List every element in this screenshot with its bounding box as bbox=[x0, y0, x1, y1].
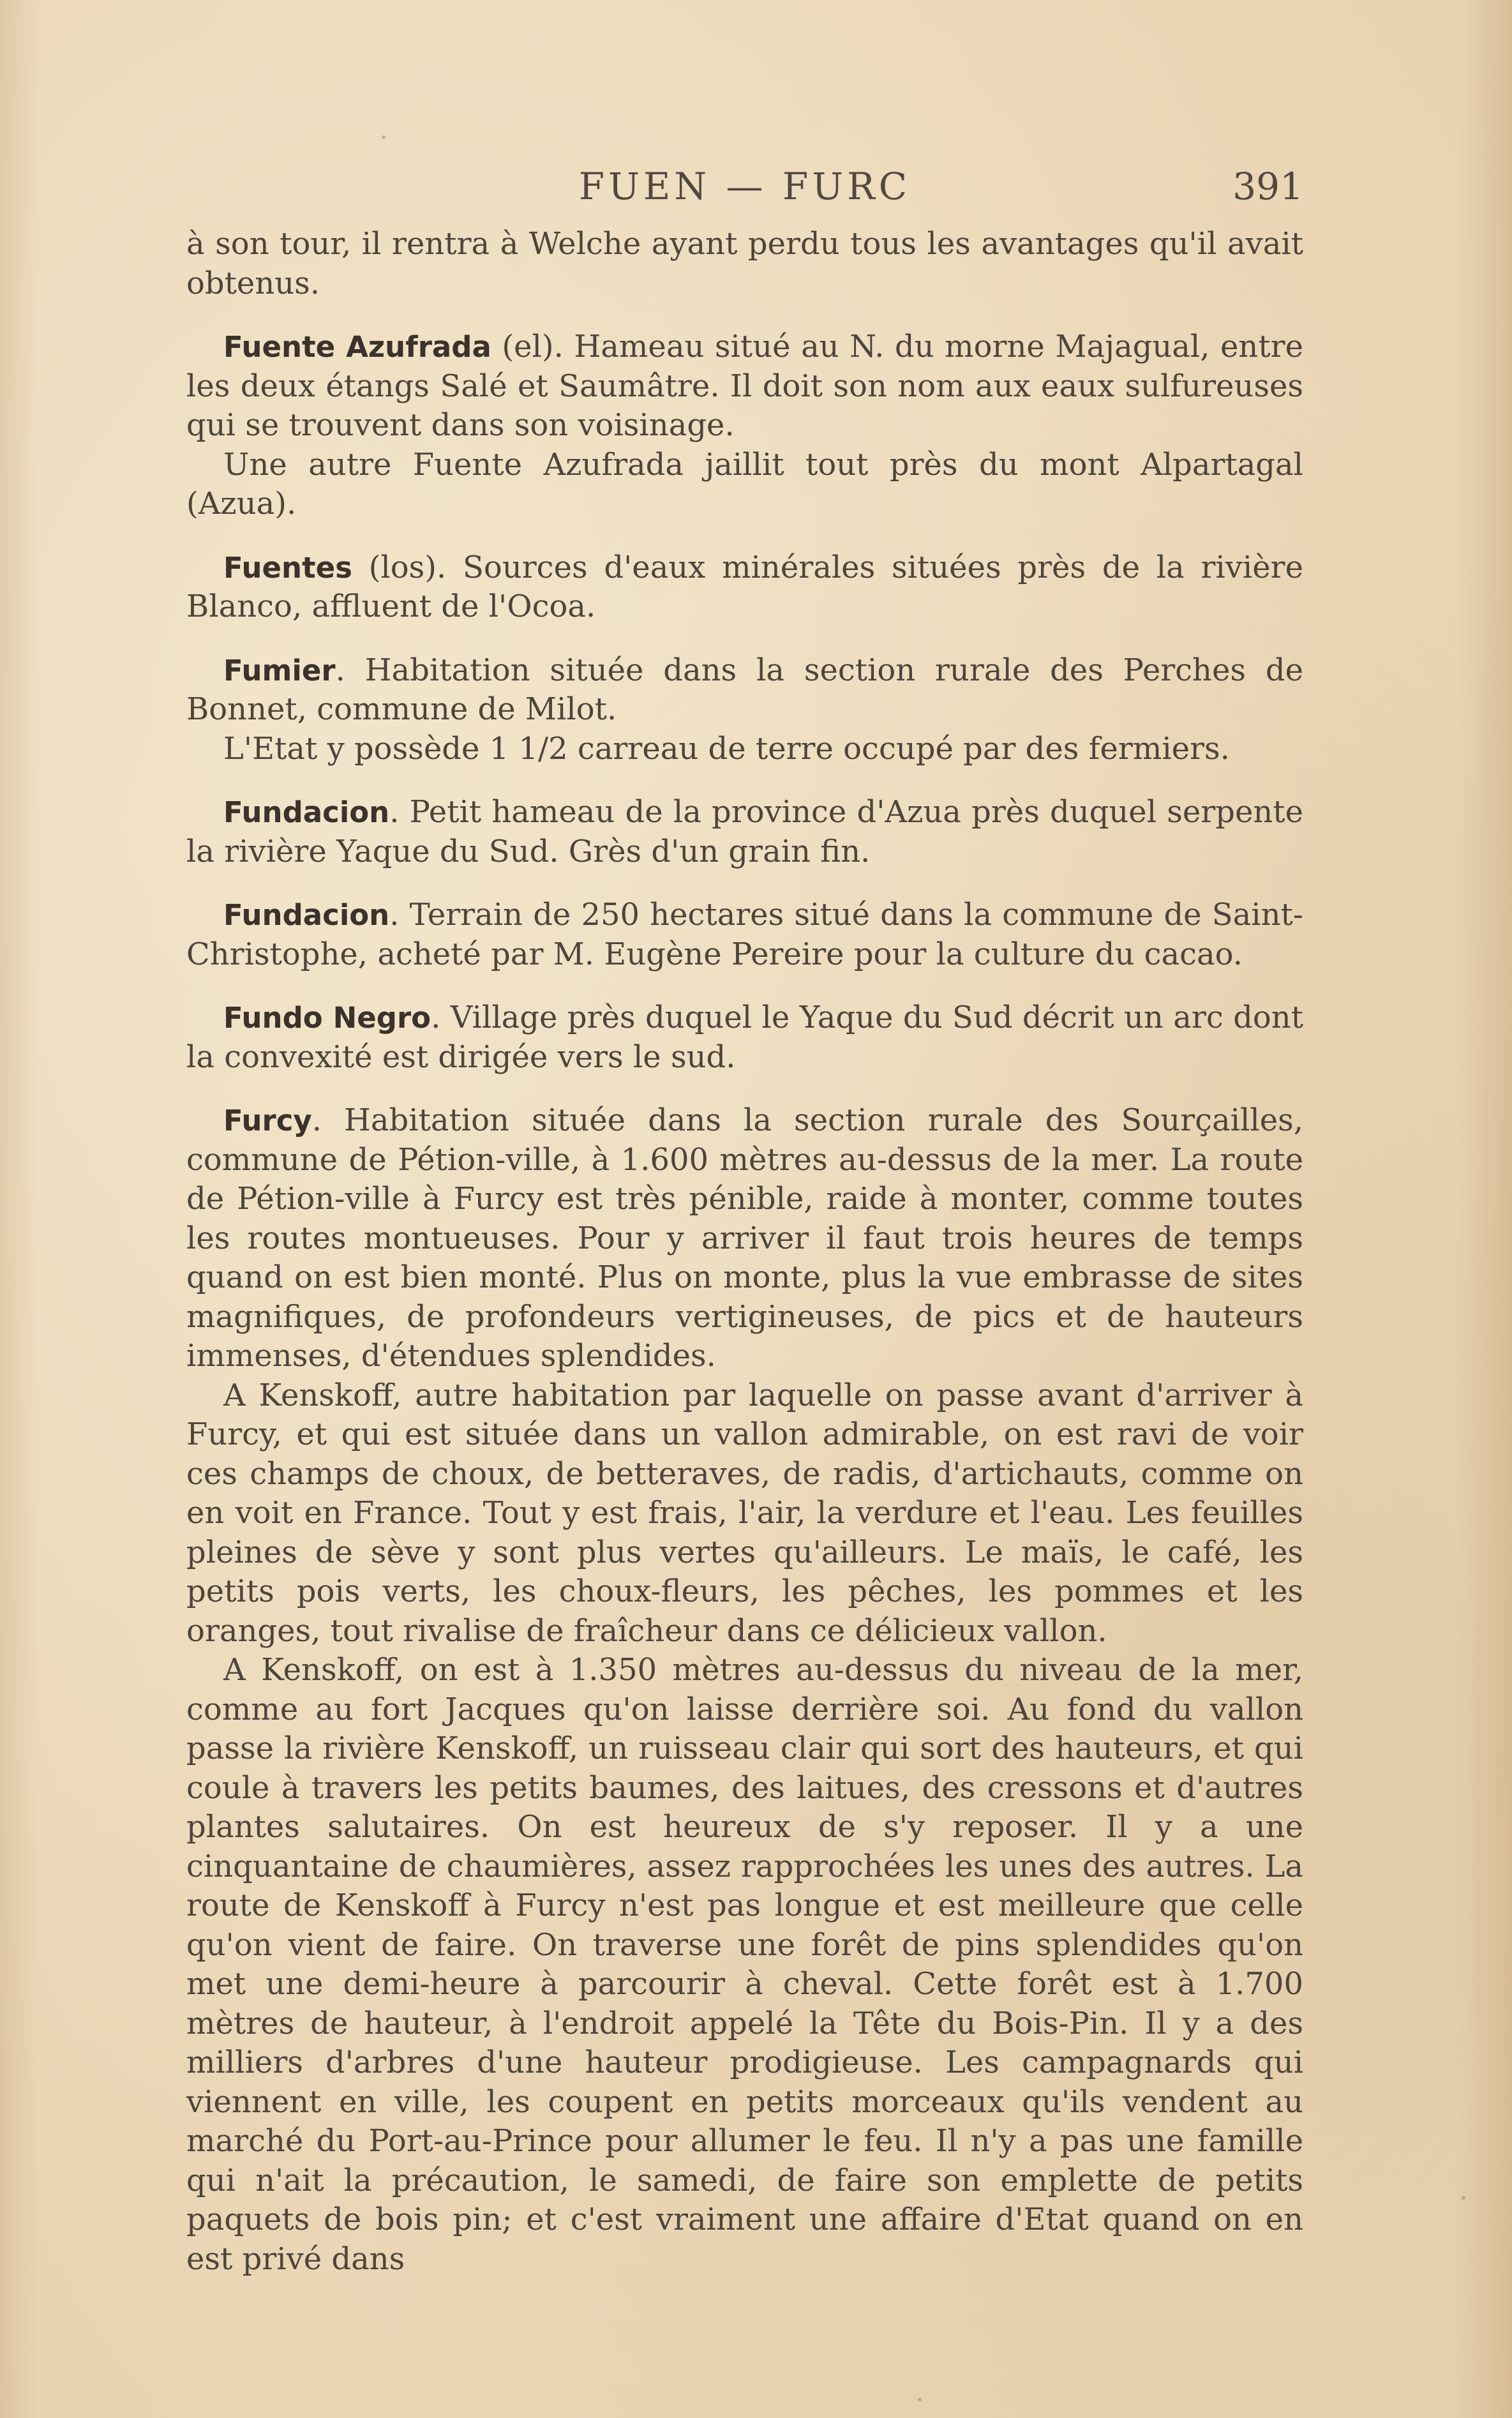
paragraph-text: A Kenskoff, on est à 1.350 mètres au-dessus du niveau de la mer, comme au fort Jacques qu'on laisse derrière soi. Au fond du vallon passe la rivière Kenskoff, un ruisseau clair qui sort des hauteurs, et qui coule à travers les petits baumes, des laitues, des cressons et d'autres plantes salutaires. On est heureux de s'y reposer. Il y a une cinquantaine de chaumières, assez rapprochées les unes des autres. La route de Kenskoff à Furcy n'est pas longue et est meilleure que celle qu'on vient de faire. On traverse une forêt de pins splendides qu'on met une demi-heure à parcourir à cheval. Cette forêt est à 1.700 mètres de hauteur, à l'endroit appelé la Tête du Bois-Pin. Il y a des milliers d'arbres d'une hauteur prodigieuse. Les campagnards qui viennent en ville, les coupent en petits morceaux qu'ils vendent au marché du Port-au-Prince pour allumer le feu. Il n'y a pas une famille qui n'ait la précaution, le samedi, de faire son emplette de petits paquets de bois pin; et c'est vraiment une affaire d'Etat quand on en est privé dans bbox=[186, 1652, 1303, 2277]
headword: Furcy bbox=[223, 1104, 312, 1138]
entry-furcy bbox=[186, 1101, 1303, 1376]
headword: Fundacion bbox=[223, 898, 390, 932]
paragraph bbox=[186, 1376, 1303, 1651]
paragraph-text: Une autre Fuente Azufrada jaillit tout près du mont Alpartagal (Azua). bbox=[186, 446, 1303, 522]
paper-speck bbox=[1462, 2196, 1465, 2200]
headword: Fuente Azufrada bbox=[223, 330, 491, 364]
running-head: FUEN — FURC bbox=[578, 165, 911, 208]
paragraph bbox=[186, 1651, 1303, 2279]
page-number: 391 bbox=[1232, 165, 1303, 208]
entry-text: . Petit hameau de la province d'Azua près duquel serpente la rivière Yaque du Sud. Grès d'un grain fin. bbox=[186, 794, 1303, 869]
paper-speck bbox=[382, 135, 385, 139]
entry-text: (los). Sources d'eaux minérales situées près de la rivière Blanco, affluent de l'Ocoa. bbox=[186, 549, 1303, 624]
headword: Fuentes bbox=[223, 550, 352, 585]
entry-fumier bbox=[186, 651, 1303, 730]
paragraph-text: A Kenskoff, autre habitation par laquelle on passe avant d'arriver à Furcy, et qui est située dans un vallon admirable, on est ravi de voir ces champs de choux, de betteraves, de radis, d'artichauts, comme on en voit en France. Tout y est frais, l'air, la verdure et l'eau. Les feuilles pleines de sève y sont plus vertes qu'ailleurs. Le maïs, le café, les petits pois verts, les choux-fleurs, les pêches, les pommes et les oranges, tout rivalise de fraîcheur dans ce délicieux vallon. bbox=[186, 1377, 1303, 1649]
paragraph-text: à son tour, il rentra à Welche ayant perdu tous les avantages qu'il avait obtenus. bbox=[186, 226, 1303, 301]
headword: Fumier bbox=[223, 653, 336, 687]
paragraph-continuation bbox=[186, 225, 1303, 303]
page-body bbox=[186, 225, 1303, 2279]
paragraph bbox=[186, 730, 1303, 769]
entry-text: . Habitation située dans la section rurale des Perches de Bonnet, commune de Milot. bbox=[186, 652, 1303, 727]
entry-fuentes bbox=[186, 548, 1303, 627]
entry-fundo-negro bbox=[186, 998, 1303, 1077]
entry-text: . Habitation située dans la section rurale des Sourçailles, commune de Pétion-ville, à 1.600 mètres au-dessus de la mer. La route de Pétion-ville à Furcy est très pénible, raide à monter, comme toutes les routes montueuses. Pour y arriver il faut trois heures de temps quand on est bien monté. Plus on monte, plus la vue embrasse de sites magnifiques, de profondeurs vertigineuses, de pics et de hauteurs immenses, d'étendues splendides. bbox=[186, 1102, 1303, 1374]
page-edge-shadow-left bbox=[0, 0, 38, 2418]
headword: Fundacion bbox=[223, 795, 390, 829]
entry-text: . Terrain de 250 hectares situé dans la commune de Saint-Christophe, acheté par M. Eugène Pereire pour la culture du cacao. bbox=[186, 897, 1303, 972]
entry-fundacion-azua bbox=[186, 793, 1303, 871]
paragraph bbox=[186, 446, 1303, 524]
paragraph-text: L'Etat y possède 1 1/2 carreau de terre occupé par des fermiers. bbox=[223, 730, 1230, 767]
page-header bbox=[186, 165, 1303, 216]
entry-fuente-azufrada bbox=[186, 327, 1303, 446]
paper-speck bbox=[918, 2398, 922, 2401]
page-edge-shadow-right bbox=[1455, 0, 1512, 2418]
headword: Fundo Negro bbox=[223, 1001, 431, 1035]
entry-fundacion-saint-christophe bbox=[186, 896, 1303, 974]
entry-text: . Village près duquel le Yaque du Sud décrit un arc dont la convexité est dirigée vers le sud. bbox=[186, 1000, 1304, 1075]
entry-text: (el). Hameau situé au N. du morne Majagual, entre les deux étangs Salé et Saumâtre. Il doit son nom aux eaux sulfureuses qui se trouvent dans son voisinage. bbox=[186, 329, 1303, 443]
